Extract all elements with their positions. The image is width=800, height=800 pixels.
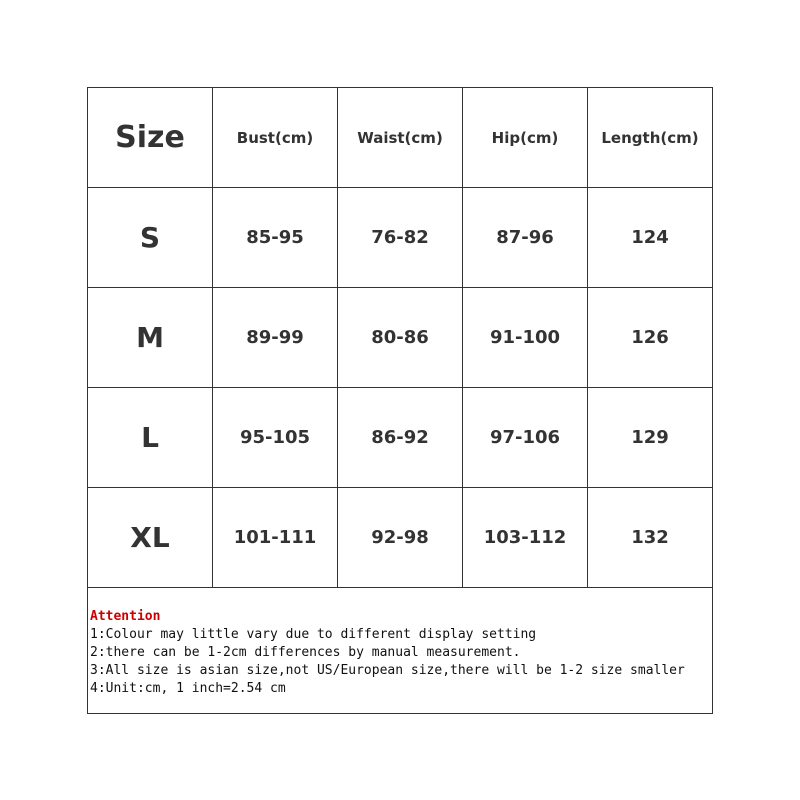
length-value: 124 <box>588 188 713 288</box>
note-line: 1:Colour may little vary due to different display setting <box>90 627 537 642</box>
waist-value: 86-92 <box>338 388 463 488</box>
length-value: 129 <box>588 388 713 488</box>
header-waist: Waist(cm) <box>338 88 463 188</box>
bust-value: 101-111 <box>213 488 338 588</box>
waist-value: 92-98 <box>338 488 463 588</box>
hip-value: 87-96 <box>463 188 588 288</box>
header-bust: Bust(cm) <box>213 88 338 188</box>
header-size: Size <box>88 88 213 188</box>
size-label: S <box>88 188 213 288</box>
header-hip: Hip(cm) <box>463 88 588 188</box>
note-line: 3:All size is asian size,not US/European size,there will be 1-2 size smaller <box>90 663 685 678</box>
table-row <box>88 188 713 288</box>
hip-value: 103-112 <box>463 488 588 588</box>
note-line: 2:there can be 1-2cm differences by manual measurement. <box>90 645 521 660</box>
attention-notes <box>88 588 713 714</box>
waist-value: 76-82 <box>338 188 463 288</box>
bust-value: 85-95 <box>213 188 338 288</box>
length-value: 126 <box>588 288 713 388</box>
hip-value: 91-100 <box>463 288 588 388</box>
notes-row <box>88 588 713 714</box>
size-label: L <box>88 388 213 488</box>
hip-value: 97-106 <box>463 388 588 488</box>
bust-value: 95-105 <box>213 388 338 488</box>
bust-value: 89-99 <box>213 288 338 388</box>
size-chart-table <box>87 87 713 714</box>
table-row <box>88 388 713 488</box>
waist-value: 80-86 <box>338 288 463 388</box>
table-row <box>88 488 713 588</box>
size-label: XL <box>88 488 213 588</box>
size-label: M <box>88 288 213 388</box>
attention-title: Attention <box>90 609 161 624</box>
header-length: Length(cm) <box>588 88 713 188</box>
table-row <box>88 288 713 388</box>
header-row <box>88 88 713 188</box>
length-value: 132 <box>588 488 713 588</box>
note-line: 4:Unit:cm, 1 inch=2.54 cm <box>90 681 286 696</box>
